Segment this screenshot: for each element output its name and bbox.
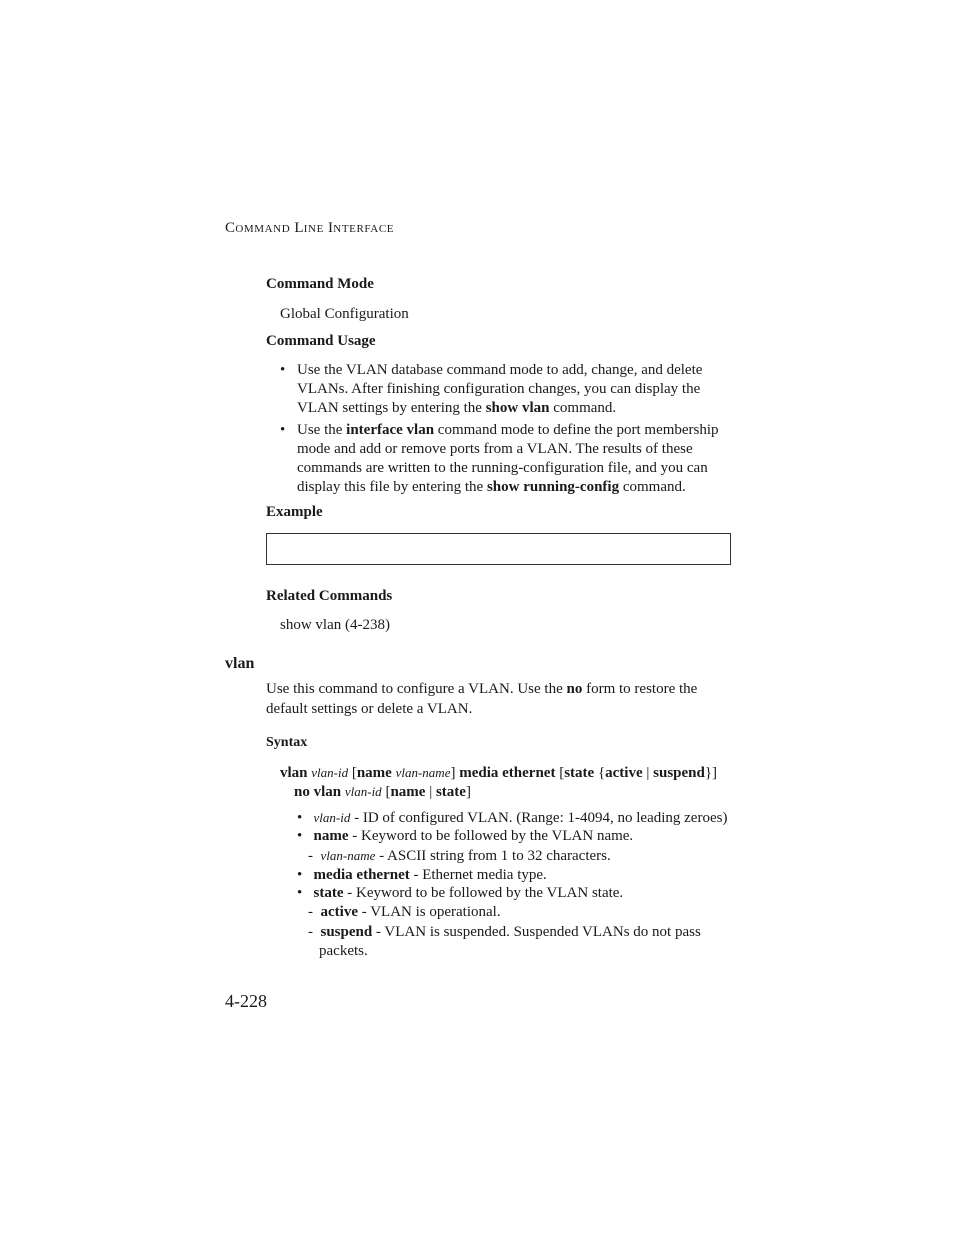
param-state-keyword: state (313, 885, 344, 901)
syn1-n: }] (704, 765, 718, 781)
command-mode-value: Global Configuration (280, 306, 409, 322)
bullet-icon: • (297, 885, 303, 901)
syn2-b: vlan-id (344, 784, 382, 799)
dash-icon: - (308, 848, 313, 864)
usage-b1-keyword: show vlan (485, 400, 550, 416)
param-vlan-name-text: - ASCII string from 1 to 32 characters. (375, 848, 611, 864)
syn1-a: vlan (280, 765, 308, 781)
vlan-desc-text2: form to restore the (582, 681, 698, 697)
usage-bullet-2 (280, 421, 720, 497)
usage-b2-text1: Use the (297, 422, 347, 438)
syntax-line-1 (280, 763, 717, 783)
syn1-k: active (605, 765, 643, 781)
usage-b2-keyword2: show running-config (486, 479, 620, 495)
syn1-i: state (564, 765, 595, 781)
usage-b2-text3: command. (619, 479, 686, 495)
usage-b2-keyword1: interface vlan (346, 422, 435, 438)
bullet-icon: • (297, 810, 303, 826)
syn1-c: [ (348, 765, 357, 781)
bullet-icon: • (280, 362, 286, 378)
dash-icon: - (308, 924, 313, 940)
command-usage-list (280, 361, 720, 497)
param-suspend-keyword: suspend (320, 924, 373, 940)
syn2-f: state (435, 784, 466, 800)
usage-b1-text1: Use the VLAN database command mode to add, change, and delete VLANs. After finishing configuration changes, you can display the VLAN settings by entering the (297, 362, 703, 416)
param-vlan-id (297, 808, 727, 828)
related-commands-heading: Related Commands (266, 588, 393, 604)
header-r3: NTERFACE (333, 223, 395, 235)
syn2-g: ] (465, 784, 471, 800)
vlan-description-line1 (266, 680, 697, 699)
syn1-j: { (594, 765, 606, 781)
usage-b2-text2: command mode to define the port membership mode and add or remove ports from a VLAN. The results of these commands are written to the running-configuration file, and you can display this file by entering the (297, 422, 719, 495)
syn1-m: suspend (653, 765, 705, 781)
syn1-g: media ethernet (459, 765, 556, 781)
syn1-l: | (642, 765, 654, 781)
page-number: 4-228 (225, 991, 267, 1011)
param-vlan-name-keyword: vlan-name (320, 848, 376, 863)
header-r1: OMMAND (235, 223, 291, 235)
header-c3: I (327, 220, 334, 236)
syn1-e: vlan-name (395, 765, 451, 780)
param-vlan-id-keyword: vlan-id (313, 810, 351, 825)
syntax-line-2 (294, 782, 471, 802)
param-name-keyword: name (313, 828, 349, 844)
syn2-a: no vlan (294, 784, 342, 800)
header-r2: INE (303, 223, 324, 235)
syn1-h: [ (555, 765, 565, 781)
syn2-d: name (390, 784, 426, 800)
dash-icon: - (308, 904, 313, 920)
syn1-f: ] (450, 765, 460, 781)
bullet-icon: • (280, 422, 286, 438)
param-suspend-line2: packets. (319, 943, 368, 959)
header-c2: L (294, 220, 304, 236)
param-name (297, 827, 633, 846)
vlan-description-line2: default settings or delete a VLAN. (266, 701, 473, 717)
bullet-icon: • (297, 867, 303, 883)
command-usage-heading: Command Usage (266, 333, 376, 349)
param-media-ethernet (297, 866, 547, 885)
vlan-desc-text1: Use this command to configure a VLAN. Use the (266, 681, 567, 697)
vlan-command-title: vlan (225, 655, 255, 672)
vlan-desc-keyword: no (566, 681, 583, 697)
header-c1: C (225, 220, 236, 236)
param-media-text: - Ethernet media type. (409, 867, 547, 883)
usage-b1-text2: command. (549, 400, 617, 416)
param-suspend-text: - VLAN is suspended. Suspended VLANs do not pass (372, 924, 701, 940)
example-code-box (266, 533, 731, 565)
param-active-keyword: active (320, 904, 358, 920)
syn1-b: vlan-id (311, 765, 349, 780)
param-media-keyword: media ethernet (313, 867, 410, 883)
syn2-c: [ (381, 784, 391, 800)
param-name-text: - Keyword to be followed by the VLAN name. (348, 828, 634, 844)
param-state-text: - Keyword to be followed by the VLAN state. (343, 885, 624, 901)
related-commands-value: show vlan (4-238) (280, 617, 390, 633)
param-vlan-id-text: - ID of configured VLAN. (Range: 1-4094, no leading zeroes) (350, 810, 728, 826)
bullet-icon: • (297, 828, 303, 844)
usage-bullet-1 (280, 361, 720, 418)
running-header (225, 220, 394, 237)
syn1-d: name (356, 765, 392, 781)
param-state (297, 884, 623, 903)
param-vlan-name (308, 846, 611, 866)
param-active-text: - VLAN is operational. (357, 904, 501, 920)
syn2-e: | (425, 784, 436, 800)
syntax-heading: Syntax (266, 735, 308, 750)
param-active (308, 903, 501, 922)
param-suspend (308, 923, 701, 942)
command-mode-heading: Command Mode (266, 276, 374, 292)
example-heading: Example (266, 504, 323, 520)
